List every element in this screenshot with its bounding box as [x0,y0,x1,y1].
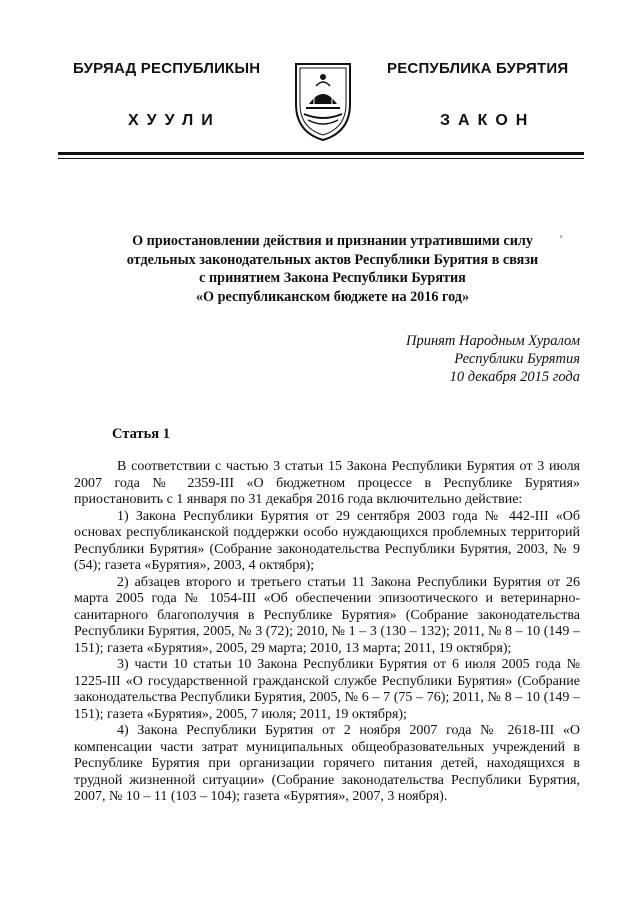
header-rule-thin [58,158,584,159]
article-paragraph: В соответствии с частью 3 статьи 15 Закона Республики Бурятия от 3 июля 2007 года № 2359-III «О бюджетном процессе в Республике Бурятия» приостановить с 1 января по 31 декабря 2016 года включительно действие: [74,459,580,507]
article-heading: Статья 1 [112,426,170,442]
article-body [74,459,580,806]
adoption-line: 10 декабря 2015 года [449,368,580,385]
article-paragraph: 3) части 10 статьи 10 Закона Республики Бурятия от 6 июля 2005 года № 1225-III «О государственной гражданской службе Республики Бурятия» (Собрание законодательства Республики Бурятия, 2005, № 6 – 7 (75 – 76); 2011, № 8 – 10 (149 – 151); газета «Бурятия», 2005, 7 июля; 2011, 19 октября); [74,657,580,722]
law-title-line: «О республиканском бюджете на 2016 год» [195,288,470,305]
adoption-note [360,333,580,386]
adoption-line: Принят Народным Хуралом [405,333,580,349]
law-title-line: О приостановлении действия и признании утратившими силу [132,233,533,249]
header-left-title: БУРЯАД РЕСПУБЛИКЫН [73,60,261,77]
header-left-subtitle: ХУУЛИ [128,112,221,129]
scan-tick-mark: ' [560,232,563,246]
article-paragraph: 2) абзацев второго и третьего статьи 11 Закона Республики Бурятия от 26 марта 2005 года № 1054-III «Об обеспечении эпизоотического и ветеринарно-санитарного благополучия в Республике Бурятия» (Собрание законодательства Республики Бурятия, 2005, № 3 (72); 2010, № 1 – 3 (130 – 132); 2011, № 8 – 10 (149 – 151); газета «Бурятия», 2005, 29 марта; 2010, 13 марта; 2011, 19 октября); [74,574,580,656]
header-right-title: РЕСПУБЛИКА БУРЯТИЯ [387,60,569,77]
law-title-line: отдельных законодательных актов Республики Бурятия в связи [126,251,539,268]
article-paragraph: 4) Закона Республики Бурятия от 2 ноября 2007 года № 2618-III «О компенсации части затрат муниципальных общеобразовательных учреждений в Республике Бурятия при организации горячего питания детей, находящихся в трудной жизненной ситуации» (Собрание законодательства Республики Бурятия, 2007, № 10 – 11 (103 – 104); газета «Бурятия», 2007, 3 ноября). [74,723,580,804]
law-title [100,232,565,306]
coat-of-arms-icon [292,58,354,142]
adoption-line: Республики Бурятия [454,350,580,367]
article-paragraph: 1) Закона Республики Бурятия от 29 сентября 2003 года № 442-III «Об основах республиканской поддержки особо нуждающихся проблемных территорий Республики Бурятия» (Собрание законодательства Республики Бурятия, 2003, № 9 (54); газета «Бурятия», 2003, 4 октября); [74,508,580,573]
law-title-line: с принятием Закона Республики Бурятия [199,270,466,286]
header-rule-thick [58,152,584,155]
header-right-subtitle: ЗАКОН [440,112,536,129]
